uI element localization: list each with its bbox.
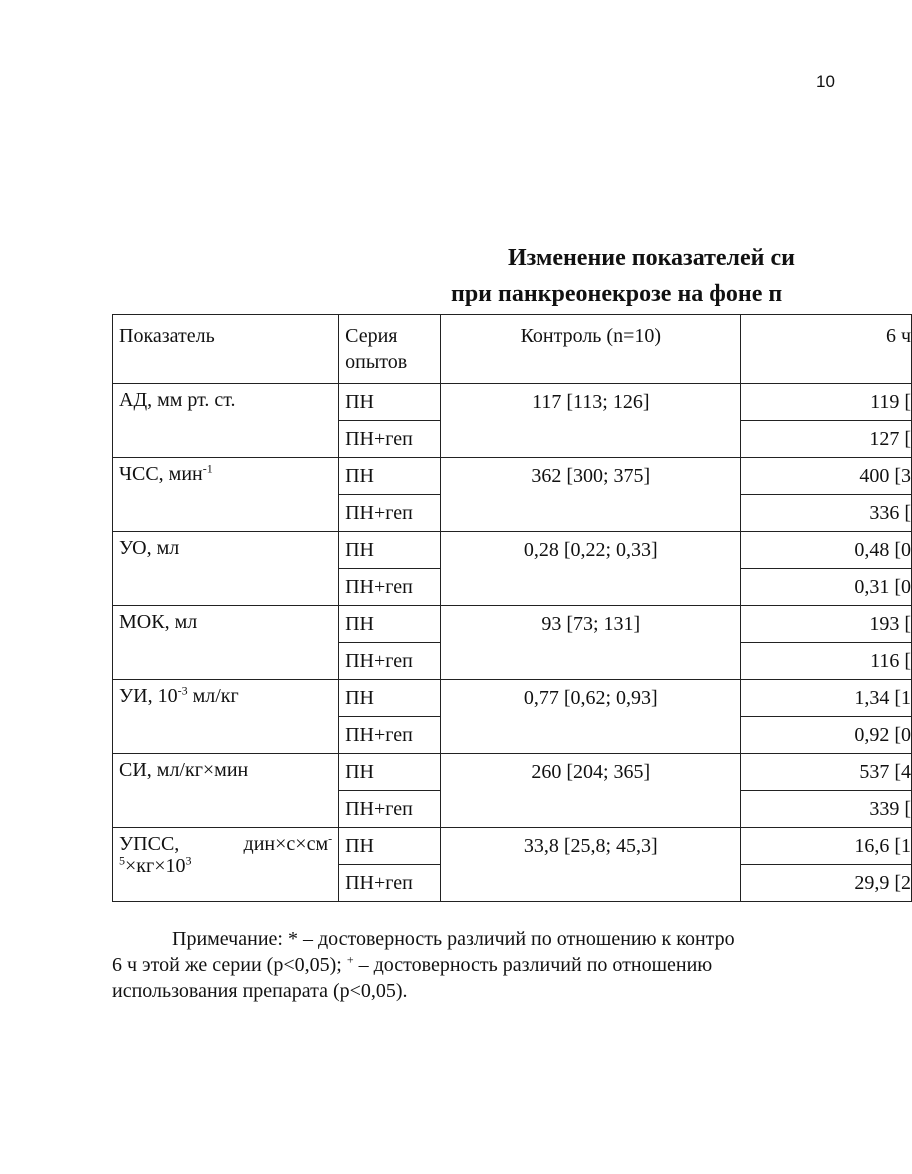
series-cell: ПН <box>339 680 441 717</box>
indicator-text-b <box>244 833 333 855</box>
data-table-container <box>112 314 911 902</box>
header-6h <box>741 315 912 384</box>
h6-cell: 29,9 [2 <box>741 865 912 902</box>
control-cell: 117 [113; 126] <box>441 384 741 458</box>
indicator-sup: -1 <box>202 461 213 476</box>
header-6h-label: 6 ч <box>885 325 911 347</box>
header-indicator: Показатель <box>113 315 339 384</box>
note-sup: + <box>346 952 354 967</box>
h6-cell: 116 [ <box>741 643 912 680</box>
note-line-1: Примечание: * – достоверность различий по отношению к контро <box>172 928 735 950</box>
header-control: Контроль (n=10) <box>441 315 741 384</box>
indicator-sup: - <box>328 831 333 846</box>
note-text: 6 ч этой же серии (p<0,05); <box>112 954 347 976</box>
indicator-cell: АД, мм рт. ст. <box>113 384 339 458</box>
indicator-sup: 3 <box>185 853 192 868</box>
series-cell: ПН+геп <box>339 791 441 828</box>
table-row <box>113 828 912 865</box>
indicator-cell <box>113 680 339 754</box>
table-row <box>113 532 912 569</box>
indicator-cell: УО, мл <box>113 532 339 606</box>
indicator-unit-tail: ×кг×10 <box>125 855 186 877</box>
series-cell: ПН+геп <box>339 421 441 458</box>
series-cell: ПН+геп <box>339 569 441 606</box>
series-cell: ПН+геп <box>339 717 441 754</box>
h6-cell: 16,6 [1 <box>741 828 912 865</box>
table-row <box>113 384 912 421</box>
h6-cell: 1,34 [1 <box>741 680 912 717</box>
indicator-text: УПСС, <box>119 833 180 855</box>
table-row <box>113 754 912 791</box>
control-cell: 0,77 [0,62; 0,93] <box>441 680 741 754</box>
h6-cell: 537 [4 <box>741 754 912 791</box>
indicator-cell <box>113 458 339 532</box>
indicator-text: ЧСС, мин <box>119 463 203 485</box>
table-title-line-1: Изменение показателей си <box>508 245 795 271</box>
table-header-row <box>113 315 912 384</box>
h6-cell: 0,31 [0 <box>741 569 912 606</box>
series-cell: ПН <box>339 532 441 569</box>
series-cell: ПН+геп <box>339 865 441 902</box>
table-title-line-2: при панкреонекрозе на фоне п <box>451 281 783 307</box>
h6-cell: 119 [ <box>741 384 912 421</box>
table-row <box>113 680 912 717</box>
indicator-line <box>119 833 332 855</box>
indicator-cell <box>113 828 339 902</box>
h6-cell: 127 [ <box>741 421 912 458</box>
control-cell: 0,28 [0,22; 0,33] <box>441 532 741 606</box>
h6-cell: 0,92 [0 <box>741 717 912 754</box>
page-number: 10 <box>816 72 835 91</box>
indicator-cell: СИ, мл/кг×мин <box>113 754 339 828</box>
series-cell: ПН <box>339 754 441 791</box>
h6-cell: 336 [ <box>741 495 912 532</box>
data-table <box>112 314 912 902</box>
series-cell: ПН <box>339 828 441 865</box>
indicator-sup: -3 <box>177 683 188 698</box>
control-cell: 362 [300; 375] <box>441 458 741 532</box>
indicator-cell: МОК, мл <box>113 606 339 680</box>
series-cell: ПН <box>339 606 441 643</box>
series-cell: ПН+геп <box>339 495 441 532</box>
table-row <box>113 458 912 495</box>
indicator-unit: дин×с×см <box>243 833 329 855</box>
series-cell: ПН+геп <box>339 643 441 680</box>
header-series: Серия опытов <box>339 315 441 384</box>
note-line-2 <box>112 952 872 978</box>
h6-cell: 0,48 [0 <box>741 532 912 569</box>
note-line-3: использования препарата (p<0,05). <box>112 980 408 1002</box>
series-cell: ПН <box>339 384 441 421</box>
table-row <box>113 606 912 643</box>
control-cell: 260 [204; 365] <box>441 754 741 828</box>
table-note <box>112 926 872 1004</box>
series-cell: ПН <box>339 458 441 495</box>
h6-cell: 339 [ <box>741 791 912 828</box>
control-cell: 33,8 [25,8; 45,3] <box>441 828 741 902</box>
indicator-sup: 5 <box>119 853 125 868</box>
note-text: – достоверность различий по отношению <box>353 954 713 976</box>
indicator-text: УИ, 10 <box>119 685 178 707</box>
h6-cell: 400 [3 <box>741 458 912 495</box>
control-cell: 93 [73; 131] <box>441 606 741 680</box>
indicator-tail: мл/кг <box>187 685 239 707</box>
indicator-line-2 <box>119 855 332 877</box>
h6-cell: 193 [ <box>741 606 912 643</box>
